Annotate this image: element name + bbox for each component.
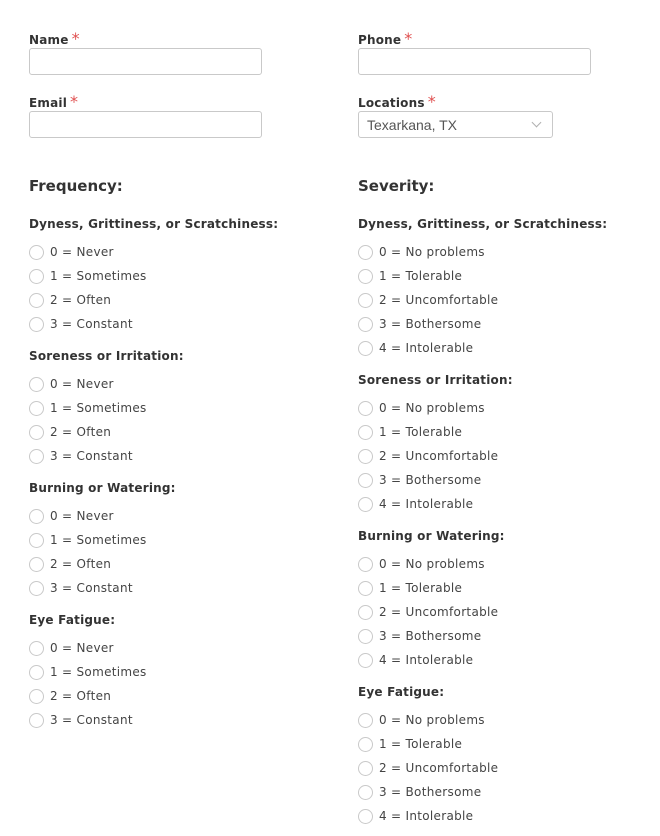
frequency-question-2 bbox=[29, 480, 329, 600]
option-label: 4 = Intolerable bbox=[379, 341, 474, 355]
email-field-label bbox=[29, 92, 78, 111]
radio-button[interactable] bbox=[29, 665, 44, 680]
radio-button[interactable] bbox=[358, 581, 373, 596]
frequency-option-2-3[interactable] bbox=[29, 576, 329, 600]
radio-button[interactable] bbox=[29, 449, 44, 464]
radio-button[interactable] bbox=[29, 269, 44, 284]
radio-button[interactable] bbox=[358, 425, 373, 440]
question-label: Eye Fatigue: bbox=[358, 685, 445, 699]
radio-button[interactable] bbox=[29, 377, 44, 392]
option-label: 2 = Often bbox=[50, 425, 112, 439]
radio-button[interactable] bbox=[29, 557, 44, 572]
option-label: 3 = Constant bbox=[50, 581, 133, 595]
option-label: 3 = Bothersome bbox=[379, 317, 482, 331]
severity-option-2-1[interactable] bbox=[358, 576, 658, 600]
radio-button[interactable] bbox=[29, 317, 44, 332]
severity-option-2-2[interactable] bbox=[358, 600, 658, 624]
severity-option-2-3[interactable] bbox=[358, 624, 658, 648]
severity-option-0-4[interactable] bbox=[358, 336, 658, 360]
question-label: Soreness or Irritation: bbox=[29, 349, 184, 363]
severity-question-3 bbox=[358, 684, 658, 828]
radio-button[interactable] bbox=[29, 245, 44, 260]
option-label: 0 = Never bbox=[50, 509, 114, 523]
severity-option-3-0[interactable] bbox=[358, 708, 658, 732]
radio-button[interactable] bbox=[358, 473, 373, 488]
question-label: Burning or Watering: bbox=[29, 481, 176, 495]
frequency-option-3-0[interactable] bbox=[29, 636, 329, 660]
severity-option-1-1[interactable] bbox=[358, 420, 658, 444]
severity-column bbox=[358, 216, 658, 836]
option-label: 2 = Often bbox=[50, 557, 112, 571]
severity-option-3-2[interactable] bbox=[358, 756, 658, 780]
option-label: 1 = Sometimes bbox=[50, 269, 147, 283]
severity-option-3-4[interactable] bbox=[358, 804, 658, 828]
frequency-option-3-2[interactable] bbox=[29, 684, 329, 708]
email-input[interactable] bbox=[29, 111, 262, 138]
frequency-option-3-1[interactable] bbox=[29, 660, 329, 684]
question-label: Dyness, Grittiness, or Scratchiness: bbox=[29, 217, 279, 231]
frequency-question-1 bbox=[29, 348, 329, 468]
frequency-option-1-0[interactable] bbox=[29, 372, 329, 396]
severity-option-0-3[interactable] bbox=[358, 312, 658, 336]
radio-button[interactable] bbox=[358, 497, 373, 512]
frequency-title: Frequency: bbox=[29, 177, 123, 195]
option-label: 1 = Tolerable bbox=[379, 737, 463, 751]
radio-button[interactable] bbox=[29, 509, 44, 524]
frequency-option-1-1[interactable] bbox=[29, 396, 329, 420]
severity-option-2-4[interactable] bbox=[358, 648, 658, 672]
option-label: 3 = Constant bbox=[50, 449, 133, 463]
locations-field-label bbox=[358, 92, 436, 111]
option-label: 0 = No problems bbox=[379, 245, 485, 259]
required-marker: * bbox=[427, 92, 436, 111]
radio-button[interactable] bbox=[358, 737, 373, 752]
severity-option-3-1[interactable] bbox=[358, 732, 658, 756]
option-label: 3 = Constant bbox=[50, 317, 133, 331]
radio-button[interactable] bbox=[358, 293, 373, 308]
severity-option-1-3[interactable] bbox=[358, 468, 658, 492]
frequency-option-2-0[interactable] bbox=[29, 504, 329, 528]
radio-button[interactable] bbox=[358, 269, 373, 284]
email-label: Email bbox=[29, 96, 68, 110]
frequency-option-0-0[interactable] bbox=[29, 240, 329, 264]
option-label: 4 = Intolerable bbox=[379, 809, 474, 823]
question-label: Burning or Watering: bbox=[358, 529, 505, 543]
option-label: 4 = Intolerable bbox=[379, 497, 474, 511]
option-label: 1 = Tolerable bbox=[379, 269, 463, 283]
radio-button[interactable] bbox=[29, 425, 44, 440]
option-label: 3 = Bothersome bbox=[379, 785, 482, 799]
radio-button[interactable] bbox=[29, 713, 44, 728]
radio-button[interactable] bbox=[358, 245, 373, 260]
severity-option-3-3[interactable] bbox=[358, 780, 658, 804]
radio-button[interactable] bbox=[358, 785, 373, 800]
radio-button[interactable] bbox=[358, 761, 373, 776]
severity-question-0 bbox=[358, 216, 658, 360]
name-field-label bbox=[29, 29, 80, 48]
question-label: Soreness or Irritation: bbox=[358, 373, 513, 387]
frequency-question-0 bbox=[29, 216, 329, 336]
question-label: Dyness, Grittiness, or Scratchiness: bbox=[358, 217, 608, 231]
option-label: 0 = Never bbox=[50, 377, 114, 391]
severity-option-0-1[interactable] bbox=[358, 264, 658, 288]
severity-option-0-0[interactable] bbox=[358, 240, 658, 264]
frequency-option-0-1[interactable] bbox=[29, 264, 329, 288]
frequency-option-1-2[interactable] bbox=[29, 420, 329, 444]
option-label: 2 = Uncomfortable bbox=[379, 293, 499, 307]
option-label: 2 = Often bbox=[50, 293, 112, 307]
radio-button[interactable] bbox=[358, 401, 373, 416]
frequency-column bbox=[29, 216, 329, 744]
option-label: 4 = Intolerable bbox=[379, 653, 474, 667]
phone-field-label bbox=[358, 29, 412, 48]
severity-option-1-2[interactable] bbox=[358, 444, 658, 468]
option-label: 2 = Often bbox=[50, 689, 112, 703]
radio-button[interactable] bbox=[358, 557, 373, 572]
question-label: Eye Fatigue: bbox=[29, 613, 116, 627]
radio-button[interactable] bbox=[29, 689, 44, 704]
radio-button[interactable] bbox=[29, 641, 44, 656]
frequency-option-0-3[interactable] bbox=[29, 312, 329, 336]
option-label: 2 = Uncomfortable bbox=[379, 449, 499, 463]
frequency-option-3-3[interactable] bbox=[29, 708, 329, 732]
frequency-option-0-2[interactable] bbox=[29, 288, 329, 312]
radio-button[interactable] bbox=[358, 713, 373, 728]
frequency-question-3 bbox=[29, 612, 329, 732]
severity-question-1 bbox=[358, 372, 658, 516]
option-label: 0 = Never bbox=[50, 641, 114, 655]
severity-title: Severity: bbox=[358, 177, 435, 195]
required-marker: * bbox=[71, 29, 80, 48]
required-marker: * bbox=[404, 29, 413, 48]
option-label: 0 = Never bbox=[50, 245, 114, 259]
name-label: Name bbox=[29, 33, 69, 47]
radio-button[interactable] bbox=[358, 605, 373, 620]
locations-selected-value: Texarkana, TX bbox=[367, 116, 458, 133]
option-label: 3 = Constant bbox=[50, 713, 133, 727]
option-label: 3 = Bothersome bbox=[379, 473, 482, 487]
option-label: 3 = Bothersome bbox=[379, 629, 482, 643]
radio-button[interactable] bbox=[358, 449, 373, 464]
severity-option-0-2[interactable] bbox=[358, 288, 658, 312]
radio-button[interactable] bbox=[29, 293, 44, 308]
severity-option-1-0[interactable] bbox=[358, 396, 658, 420]
option-label: 0 = No problems bbox=[379, 557, 485, 571]
option-label: 1 = Tolerable bbox=[379, 425, 463, 439]
option-label: 1 = Sometimes bbox=[50, 533, 147, 547]
severity-option-2-0[interactable] bbox=[358, 552, 658, 576]
required-marker: * bbox=[70, 92, 79, 111]
radio-button[interactable] bbox=[358, 629, 373, 644]
radio-button[interactable] bbox=[358, 653, 373, 668]
phone-label: Phone bbox=[358, 33, 402, 47]
option-label: 1 = Tolerable bbox=[379, 581, 463, 595]
radio-button[interactable] bbox=[29, 581, 44, 596]
option-label: 0 = No problems bbox=[379, 713, 485, 727]
radio-button[interactable] bbox=[358, 341, 373, 356]
radio-button[interactable] bbox=[358, 809, 373, 824]
option-label: 1 = Sometimes bbox=[50, 401, 147, 415]
frequency-option-2-2[interactable] bbox=[29, 552, 329, 576]
radio-button[interactable] bbox=[358, 317, 373, 332]
option-label: 1 = Sometimes bbox=[50, 665, 147, 679]
radio-button[interactable] bbox=[29, 533, 44, 548]
name-input[interactable] bbox=[29, 48, 262, 75]
frequency-option-1-3[interactable] bbox=[29, 444, 329, 468]
locations-label: Locations bbox=[358, 96, 425, 110]
chevron-down-icon bbox=[532, 118, 542, 128]
severity-question-2 bbox=[358, 528, 658, 672]
option-label: 2 = Uncomfortable bbox=[379, 761, 499, 775]
option-label: 2 = Uncomfortable bbox=[379, 605, 499, 619]
radio-button[interactable] bbox=[29, 401, 44, 416]
locations-select[interactable] bbox=[358, 111, 553, 138]
phone-input[interactable] bbox=[358, 48, 591, 75]
severity-option-1-4[interactable] bbox=[358, 492, 658, 516]
option-label: 0 = No problems bbox=[379, 401, 485, 415]
frequency-option-2-1[interactable] bbox=[29, 528, 329, 552]
